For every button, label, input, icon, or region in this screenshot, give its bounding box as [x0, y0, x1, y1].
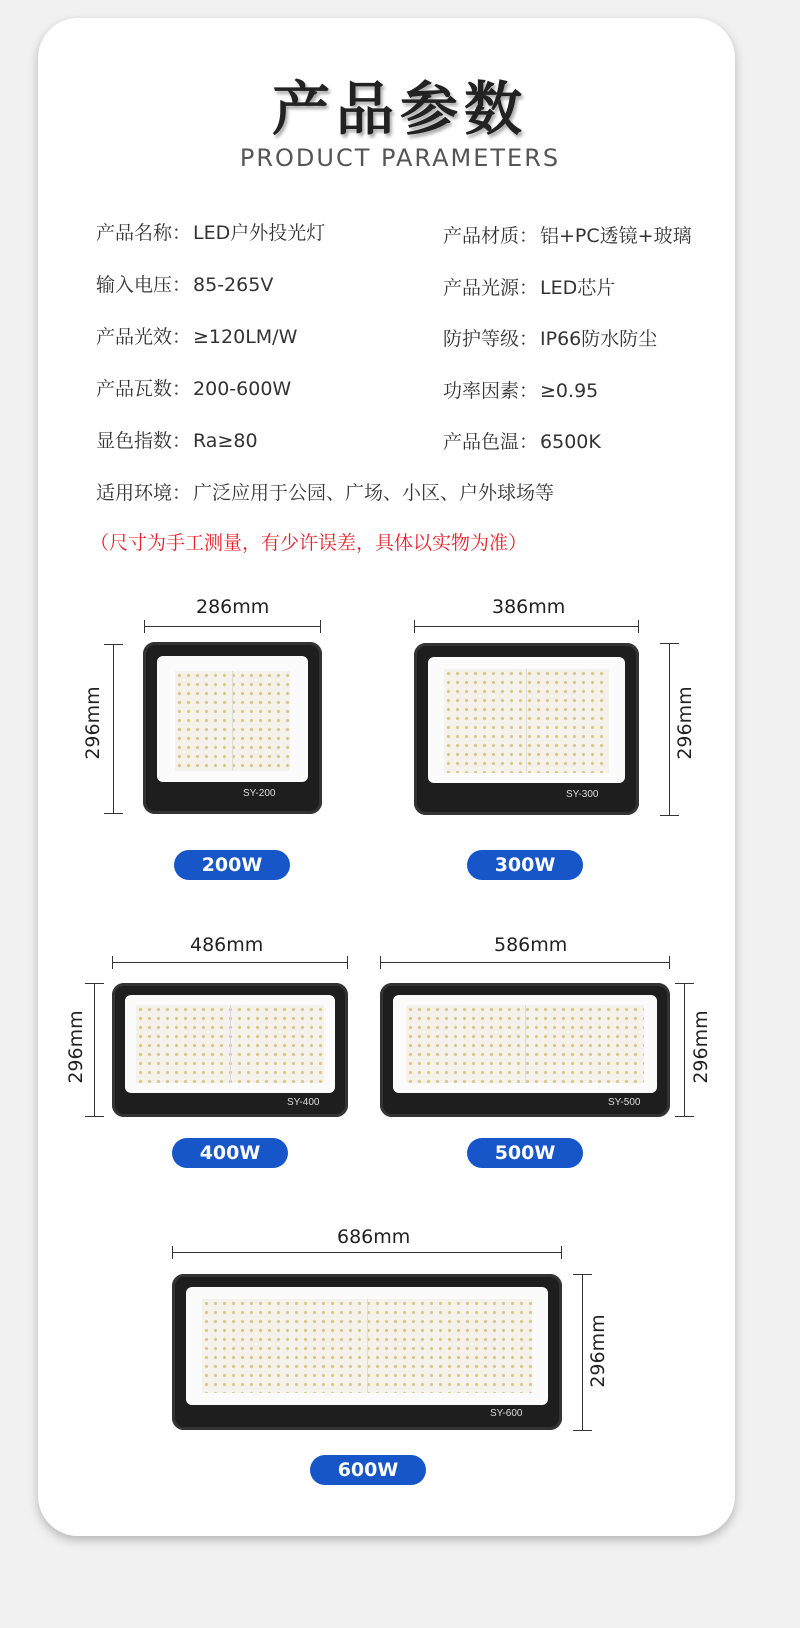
width-dimension-line — [380, 962, 670, 963]
height-label: 296mm — [690, 1010, 712, 1084]
spec-value: ≥120LM/W — [193, 326, 298, 348]
spec-label: 防护等级： — [443, 328, 539, 350]
width-dimension-line — [172, 1252, 562, 1253]
spec-value: 200-600W — [193, 378, 292, 400]
spec-value: ≥0.95 — [540, 380, 599, 402]
width-dimension-line — [144, 626, 321, 627]
width-label: 686mm — [337, 1226, 411, 1248]
spec-label: 产品光源： — [443, 277, 539, 299]
spec-label: 适用环境： — [96, 482, 192, 504]
power-badge: 300W — [467, 850, 583, 880]
model-label: SY-300 — [566, 789, 599, 800]
height-dimension-line — [669, 643, 670, 816]
spec-label: 功率因素： — [443, 380, 539, 402]
spec-value: LED芯片 — [540, 277, 616, 299]
spec-value: Ra≥80 — [193, 430, 258, 452]
spec-value: LED户外投光灯 — [193, 222, 326, 244]
spec-application — [96, 478, 554, 505]
page-title: 产品参数 — [271, 75, 528, 143]
power-badge: 400W — [172, 1138, 288, 1168]
height-label: 296mm — [587, 1314, 609, 1388]
spec-label: 产品色温： — [443, 431, 539, 453]
width-dimension-line — [414, 626, 639, 627]
spec-label: 输入电压： — [96, 274, 192, 296]
model-label: SY-500 — [608, 1097, 641, 1108]
height-label: 296mm — [82, 686, 104, 760]
floodlight-image — [143, 642, 322, 814]
spec-power-factor — [443, 376, 598, 403]
page-subtitle: PRODUCT PARAMETERS — [239, 144, 561, 172]
measurement-note: （尺寸为手工测量，有少许误差，具体以实物为准） — [90, 532, 528, 554]
led-array — [406, 1005, 644, 1083]
spec-value: 铝+PC透镜+玻璃 — [540, 225, 692, 247]
spec-value: 广泛应用于公园、广场、小区、户外球场等 — [193, 482, 555, 504]
spec-cri — [96, 426, 258, 453]
spec-label: 产品瓦数： — [96, 378, 192, 400]
power-badge: 600W — [310, 1455, 426, 1485]
led-array — [136, 1005, 324, 1083]
led-array — [202, 1299, 532, 1393]
led-array — [175, 671, 290, 771]
floodlight-image — [414, 643, 639, 815]
height-label: 296mm — [65, 1010, 87, 1084]
model-label: SY-600 — [490, 1408, 523, 1419]
height-dimension-line — [94, 983, 95, 1117]
spec-value: IP66防水防尘 — [540, 328, 658, 350]
spec-light-source — [443, 273, 615, 300]
height-label: 296mm — [674, 686, 696, 760]
spec-wattage — [96, 374, 291, 401]
height-dimension-line — [684, 983, 685, 1117]
spec-name — [96, 218, 325, 245]
width-label: 486mm — [190, 934, 264, 956]
spec-color-temp — [443, 427, 601, 454]
floodlight-image — [112, 983, 348, 1117]
spec-value: 6500K — [540, 431, 601, 453]
floodlight-image — [172, 1274, 562, 1430]
spec-value: 85-265V — [193, 274, 274, 296]
spec-label: 显色指数： — [96, 430, 192, 452]
spec-label: 产品材质： — [443, 225, 539, 247]
width-label: 386mm — [492, 596, 566, 618]
model-label: SY-200 — [243, 788, 276, 799]
spec-protection — [443, 324, 657, 351]
spec-material — [443, 221, 692, 248]
spec-voltage — [96, 270, 273, 297]
spec-label: 产品光效： — [96, 326, 192, 348]
height-dimension-line — [113, 644, 114, 814]
model-label: SY-400 — [287, 1097, 320, 1108]
width-label: 286mm — [196, 596, 270, 618]
height-dimension-line — [582, 1274, 583, 1431]
spec-label: 产品名称： — [96, 222, 192, 244]
led-array — [444, 669, 609, 773]
spec-efficacy — [96, 322, 297, 349]
power-badge: 200W — [174, 850, 290, 880]
power-badge: 500W — [467, 1138, 583, 1168]
width-dimension-line — [112, 962, 348, 963]
floodlight-image — [380, 983, 670, 1117]
width-label: 586mm — [494, 934, 568, 956]
